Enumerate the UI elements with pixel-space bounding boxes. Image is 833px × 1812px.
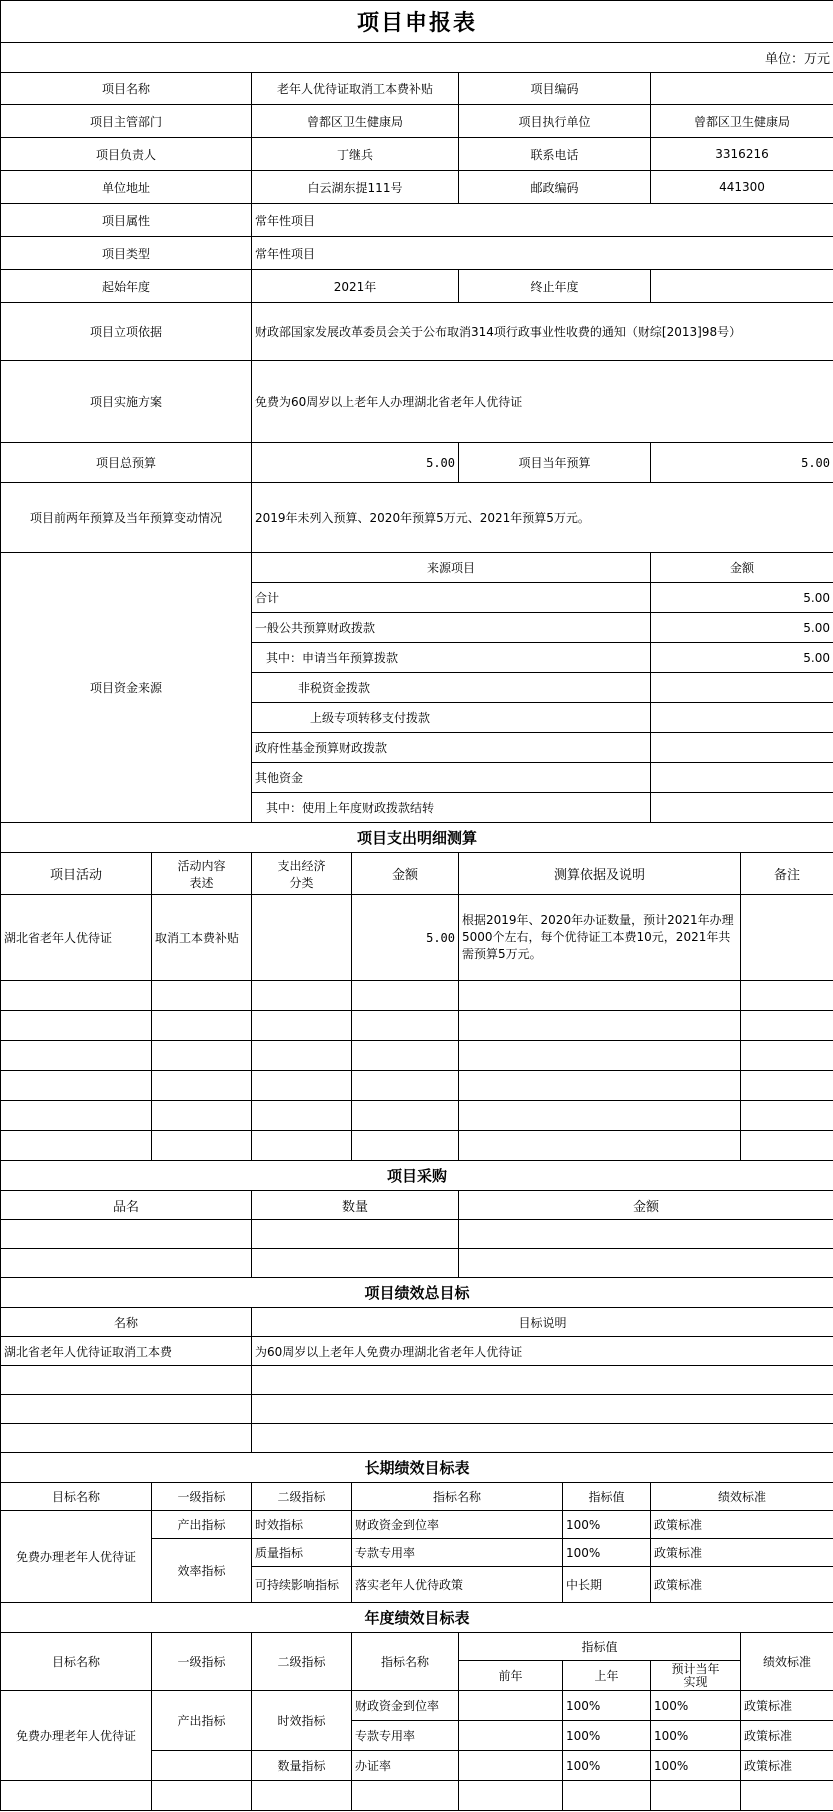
expense-section-title: 项目支出明细测算 — [1, 823, 833, 853]
annual-expect: 100% — [651, 1691, 741, 1721]
funding-col-amount: 金额 — [651, 553, 833, 583]
long-col-lvl1: 一级指标 — [152, 1483, 252, 1511]
table-row — [1, 1781, 833, 1811]
dept-label: 项目主管部门 — [1, 105, 252, 138]
expense-col-econ: 支出经济 分类 — [252, 853, 352, 895]
budget-change-value: 2019年未列入预算、2020年预算5万元、2021年预算5万元。 — [252, 483, 833, 553]
annual-col-prev: 前年 — [459, 1661, 563, 1691]
start-year-label: 起始年度 — [1, 270, 252, 303]
address-value: 白云湖东提111号 — [252, 171, 459, 204]
table-row — [1, 1041, 833, 1071]
annual-target-name: 免费办理老年人优待证 — [1, 1691, 152, 1781]
long-indicator: 专款专用率 — [352, 1539, 563, 1567]
procurement-section-title: 项目采购 — [1, 1161, 833, 1191]
annual-indicator: 专款专用率 — [352, 1721, 459, 1751]
long-col-standard: 绩效标准 — [651, 1483, 833, 1511]
table-row — [1, 1220, 833, 1249]
long-value: 中长期 — [563, 1567, 651, 1603]
expense-col-basis: 测算依据及说明 — [459, 853, 741, 895]
annual-expect: 100% — [651, 1751, 741, 1781]
perf-total-col-name: 名称 — [1, 1308, 252, 1337]
expense-col-activity: 项目活动 — [1, 853, 152, 895]
funding-source-label: 项目资金来源 — [1, 553, 252, 823]
funding-row-amount: 5.00 — [651, 613, 833, 643]
total-budget-value: 5.00 — [252, 443, 459, 483]
long-col-value: 指标值 — [563, 1483, 651, 1511]
funding-row-amount — [651, 793, 833, 823]
funding-row-amount — [651, 673, 833, 703]
table-row — [1, 981, 833, 1011]
expense-note — [741, 895, 833, 981]
expense-content: 取消工本费补贴 — [152, 895, 252, 981]
annual-lvl2-time: 时效指标 — [252, 1691, 352, 1751]
annual-col-expect: 预计当年 实现 — [651, 1661, 741, 1691]
end-year-value — [651, 270, 833, 303]
project-code-label: 项目编码 — [459, 73, 651, 105]
zip-label: 邮政编码 — [459, 171, 651, 204]
annual-col-standard: 绩效标准 — [741, 1633, 833, 1691]
annual-prev — [459, 1721, 563, 1751]
annual-last: 100% — [563, 1691, 651, 1721]
table-row — [1, 1249, 833, 1278]
leader-value: 丁继兵 — [252, 138, 459, 171]
perf-total-section-title: 项目绩效总目标 — [1, 1278, 833, 1308]
expense-amount: 5.00 — [352, 895, 459, 981]
funding-row-name: 一般公共预算财政拨款 — [252, 613, 651, 643]
long-col-lvl2: 二级指标 — [252, 1483, 352, 1511]
attribute-value: 常年性项目 — [252, 204, 833, 237]
long-col-target: 目标名称 — [1, 1483, 152, 1511]
perf-total-col-desc: 目标说明 — [252, 1308, 833, 1337]
project-name-label: 项目名称 — [1, 73, 252, 105]
attribute-label: 项目属性 — [1, 204, 252, 237]
exec-unit-value: 曾都区卫生健康局 — [651, 105, 833, 138]
funding-row-name: 上级专项转移支付拨款 — [252, 703, 651, 733]
table-row — [1, 1071, 833, 1101]
long-value: 100% — [563, 1511, 651, 1539]
phone-value: 3316216 — [651, 138, 833, 171]
funding-row-amount: 5.00 — [651, 583, 833, 613]
long-lvl2: 质量指标 — [252, 1539, 352, 1567]
perf-total-name: 湖北省老年人优待证取消工本费 — [1, 1337, 252, 1366]
long-standard: 政策标准 — [651, 1539, 833, 1567]
funding-col-source: 来源项目 — [252, 553, 651, 583]
plan-value: 免费为60周岁以上老年人办理湖北省老年人优待证 — [252, 361, 833, 443]
annual-lvl2: 数量指标 — [252, 1751, 352, 1781]
address-label: 单位地址 — [1, 171, 252, 204]
expense-col-note: 备注 — [741, 853, 833, 895]
start-year-value: 2021年 — [252, 270, 459, 303]
long-term-section-title: 长期绩效目标表 — [1, 1453, 833, 1483]
plan-label: 项目实施方案 — [1, 361, 252, 443]
annual-col-lvl1: 一级指标 — [152, 1633, 252, 1691]
table-row — [1, 1395, 833, 1424]
annual-standard: 政策标准 — [741, 1751, 833, 1781]
procurement-col-qty: 数量 — [252, 1191, 459, 1220]
long-lvl1-output: 产出指标 — [152, 1511, 252, 1539]
funding-row-name: 其他资金 — [252, 763, 651, 793]
long-lvl2: 时效指标 — [252, 1511, 352, 1539]
annual-standard: 政策标准 — [741, 1721, 833, 1751]
funding-row-amount — [651, 703, 833, 733]
annual-col-indicator: 指标名称 — [352, 1633, 459, 1691]
table-row — [1, 1424, 833, 1453]
funding-row-name: 其中：申请当年预算拨款 — [252, 643, 651, 673]
funding-row-amount: 5.00 — [651, 643, 833, 673]
table-row — [1, 1011, 833, 1041]
procurement-col-amount: 金额 — [459, 1191, 833, 1220]
annual-col-target: 目标名称 — [1, 1633, 152, 1691]
expense-col-amount: 金额 — [352, 853, 459, 895]
project-code-value — [651, 73, 833, 105]
annual-last: 100% — [563, 1751, 651, 1781]
year-budget-label: 项目当年预算 — [459, 443, 651, 483]
table-row — [1, 1366, 833, 1395]
table-row — [1, 1101, 833, 1131]
expense-activity: 湖北省老年人优待证 — [1, 895, 152, 981]
long-standard: 政策标准 — [651, 1567, 833, 1603]
budget-change-label: 项目前两年预算及当年预算变动情况 — [1, 483, 252, 553]
funding-row-name: 政府性基金预算财政拨款 — [252, 733, 651, 763]
long-indicator: 落实老年人优待政策 — [352, 1567, 563, 1603]
project-name-value: 老年人优待证取消工本费补贴 — [252, 73, 459, 105]
exec-unit-label: 项目执行单位 — [459, 105, 651, 138]
leader-label: 项目负责人 — [1, 138, 252, 171]
basis-label: 项目立项依据 — [1, 303, 252, 361]
annual-lvl1: 产出指标 — [152, 1691, 252, 1751]
annual-section-title: 年度绩效目标表 — [1, 1603, 833, 1633]
funding-row-name: 非税资金拨款 — [252, 673, 651, 703]
annual-col-value: 指标值 — [459, 1633, 741, 1661]
long-target-name: 免费办理老年人优待证 — [1, 1511, 152, 1603]
long-indicator: 财政资金到位率 — [352, 1511, 563, 1539]
expense-col-content: 活动内容 表述 — [152, 853, 252, 895]
long-col-indicator: 指标名称 — [352, 1483, 563, 1511]
funding-row-amount — [651, 733, 833, 763]
year-budget-value: 5.00 — [651, 443, 833, 483]
total-budget-label: 项目总预算 — [1, 443, 252, 483]
unit-label: 单位：万元 — [1, 43, 833, 73]
annual-standard: 政策标准 — [741, 1691, 833, 1721]
annual-lvl1-empty — [152, 1751, 252, 1781]
expense-econ — [252, 895, 352, 981]
annual-prev — [459, 1691, 563, 1721]
annual-expect: 100% — [651, 1721, 741, 1751]
phone-label: 联系电话 — [459, 138, 651, 171]
funding-row-name: 其中：使用上年度财政拨款结转 — [252, 793, 651, 823]
type-label: 项目类型 — [1, 237, 252, 270]
long-lvl1-effect: 效率指标 — [152, 1539, 252, 1603]
expense-basis: 根据2019年、2020年办证数量，预计2021年办理5000个左右，每个优待证工本费10元，2021年共需预算5万元。 — [459, 895, 741, 981]
annual-indicator: 办证率 — [352, 1751, 459, 1781]
dept-value: 曾都区卫生健康局 — [252, 105, 459, 138]
basis-value: 财政部国家发展改革委员会关于公布取消314项行政事业性收费的通知（财综[2013]98号） — [252, 303, 833, 361]
annual-col-lvl2: 二级指标 — [252, 1633, 352, 1691]
funding-row-amount — [651, 763, 833, 793]
end-year-label: 终止年度 — [459, 270, 651, 303]
table-row — [1, 1131, 833, 1161]
perf-total-desc: 为60周岁以上老年人免费办理湖北省老年人优待证 — [252, 1337, 833, 1366]
annual-col-last: 上年 — [563, 1661, 651, 1691]
long-value: 100% — [563, 1539, 651, 1567]
procurement-col-name: 品名 — [1, 1191, 252, 1220]
long-standard: 政策标准 — [651, 1511, 833, 1539]
annual-last: 100% — [563, 1721, 651, 1751]
type-value: 常年性项目 — [252, 237, 833, 270]
zip-value: 441300 — [651, 171, 833, 204]
page-title: 项目申报表 — [1, 1, 833, 43]
annual-indicator: 财政资金到位率 — [352, 1691, 459, 1721]
funding-row-name: 合计 — [252, 583, 651, 613]
annual-prev — [459, 1751, 563, 1781]
long-lvl2: 可持续影响指标 — [252, 1567, 352, 1603]
